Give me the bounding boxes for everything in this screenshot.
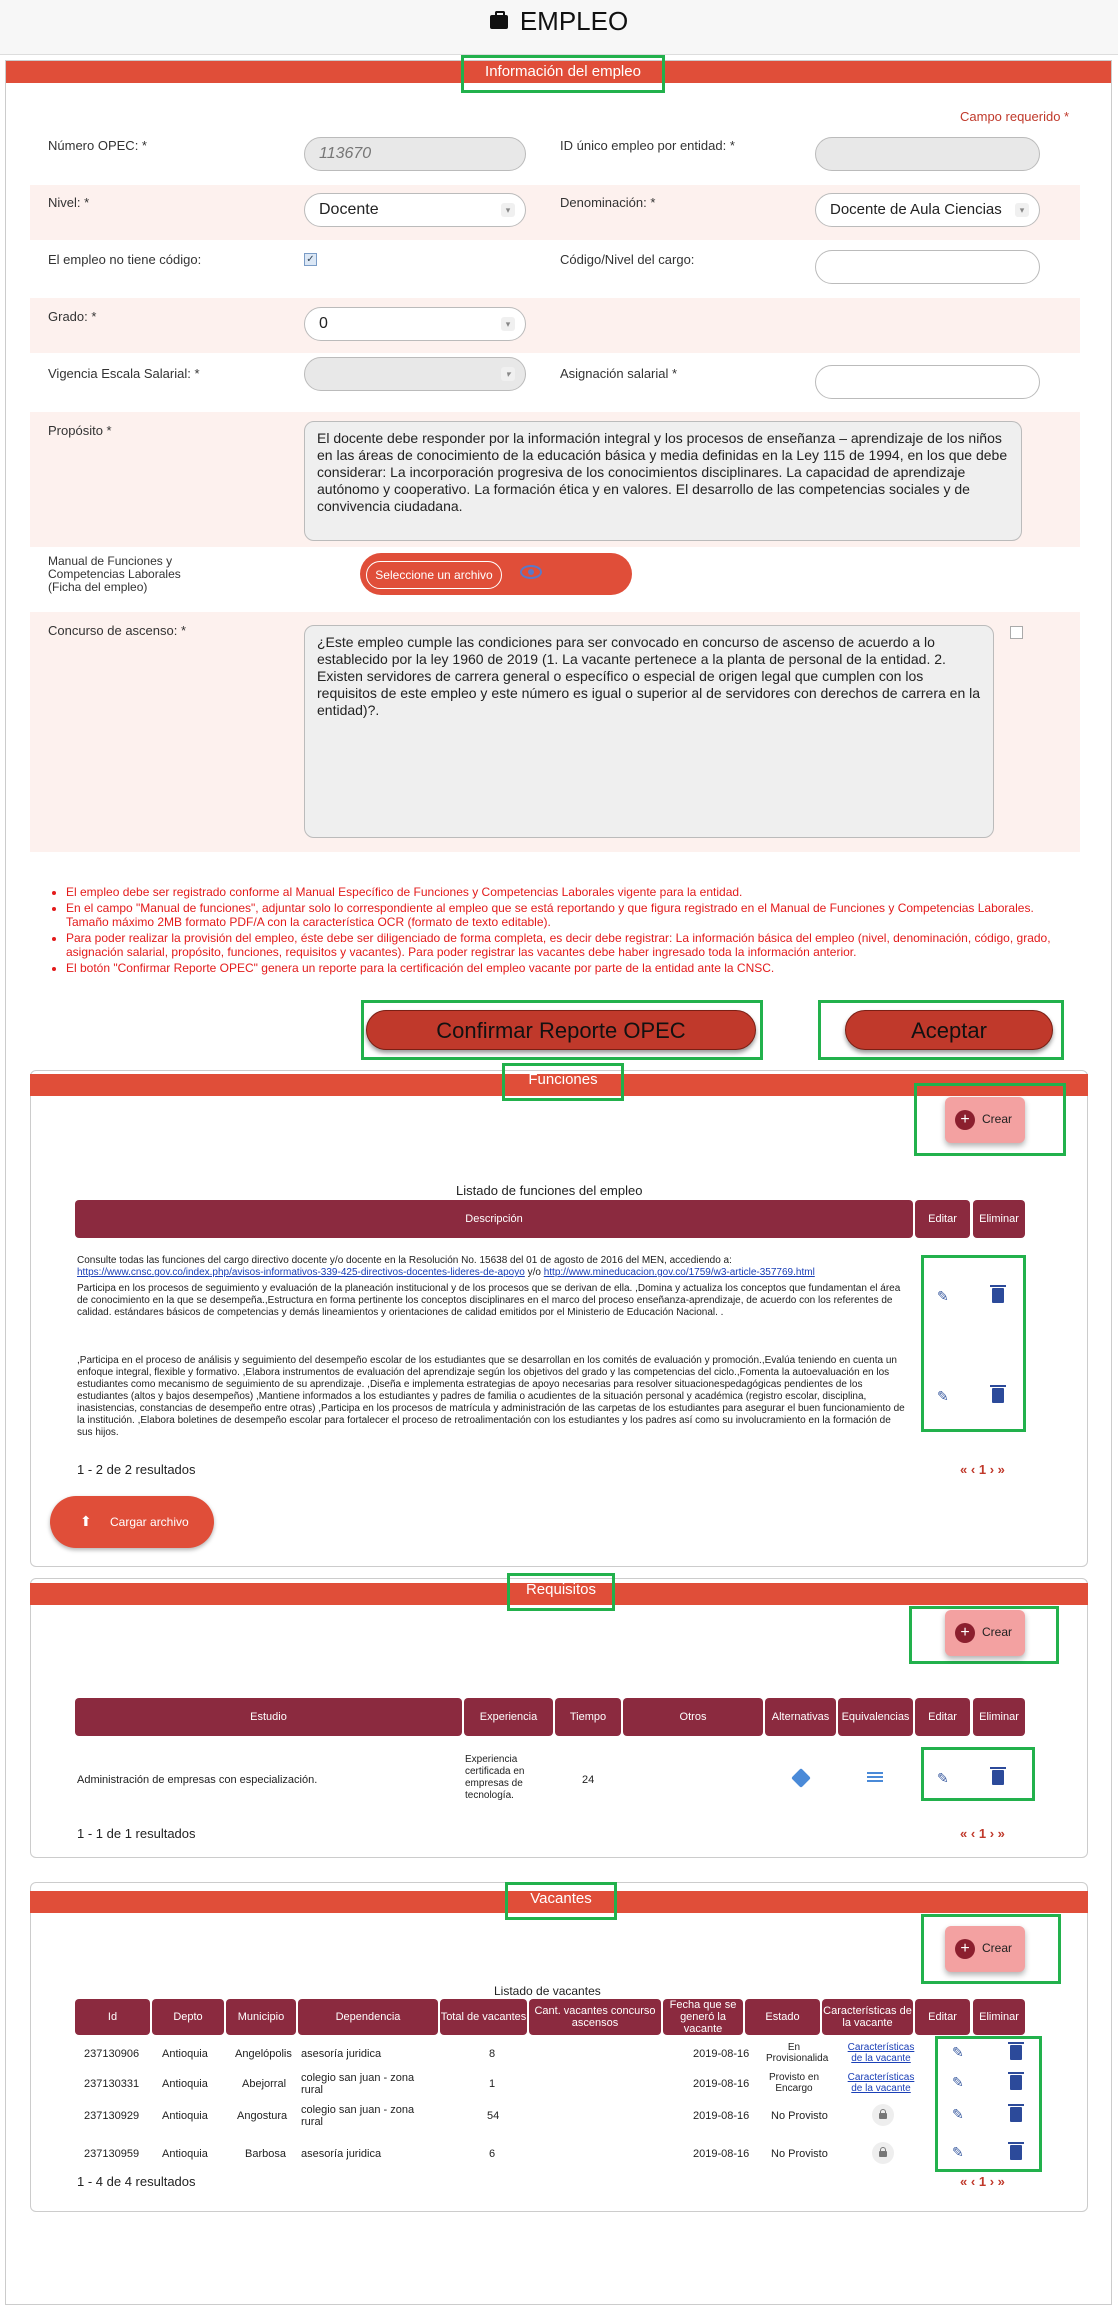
accept-button[interactable]: Aceptar xyxy=(845,1010,1053,1050)
equivalencias-icon[interactable] xyxy=(867,1772,883,1782)
trash-icon[interactable] xyxy=(1010,2045,1022,2060)
vacantes-table-caption: Listado de vacantes xyxy=(494,1984,601,1998)
grado-select[interactable] xyxy=(304,307,526,341)
th-eliminar: Eliminar xyxy=(973,1200,1025,1238)
required-note: Campo requerido * xyxy=(960,109,1070,124)
th-otros: Otros xyxy=(623,1698,763,1736)
vacantes-results: 1 - 4 de 4 resultados xyxy=(77,2174,196,2189)
funcion-intro: Consulte todas las funciones del cargo directivo docente y/o docente en la Resolución No. 15638 del 01 de agosto de 2016 del MEN, accediendo a: xyxy=(77,1255,732,1266)
asignacion-field[interactable] xyxy=(815,365,1040,399)
pager-last[interactable]: » xyxy=(997,1826,1005,1841)
vacante-caracteristicas-link[interactable]: Características de la vacante xyxy=(847,2072,915,2094)
mineducacion-link[interactable]: http://www.mineducacion.gov.co/1759/w3-article-357769.html xyxy=(543,1267,815,1278)
notes-list xyxy=(66,885,1076,977)
funcion-row-2: ,Participa en el proceso de análisis y seguimiento del desempeño escolar de los estudiantes que se desarrollan en los comités de evaluación y promoción.,Evalúa teniendo en cuenta un enfoque integral, flexible y formativo. ,Elabora instrumentos de evaluación del aprendizaje según los objetivos del grado y las competencias del ciclo.,Fomenta la autoevaluación en los estudiantes como mecanismo de seguimiento de su aprendizaje. ,Diseña e implementa estrategias de apoyo necesarias para resolver situacionespedagógicas pendientes de los estudiantes (altos y bajos desempeños) ,Mantiene informados a los estudiantes y padres de familia o acudientes de la situación personal y académica (registro escolar, disciplina, inasistencias, constancias de desempeño entre otras) ,Participa en los procesos de matrícula y administración de las carpetas de los estudiantes para asegurar el buen funcionamiento de la institución. ,Elabora boletines de desempeño escolar para fortalecer el proceso de retroalimentación con los estudiantes y los padres así como su involucramiento en la formación de sus hijos. xyxy=(77,1355,905,1438)
upload-icon: ⬆ xyxy=(80,1513,92,1529)
pager-first[interactable]: « xyxy=(960,1462,968,1477)
page-title xyxy=(490,6,628,37)
edit-icon[interactable]: ✎ xyxy=(952,2074,964,2090)
concurso-label: Concurso de ascenso: * xyxy=(48,623,187,638)
funciones-pager xyxy=(960,1462,1005,1477)
funcion-text: Participa en los procesos de seguimiento y evaluación de la planeación institucional y de los procesos que se derivan de ella. ,Domina y actualiza los conceptos que fundamentan el área de conocimiento en la que se desempeña.,Estructura en forma pertinente los conceptos disciplinares en el marco del proceso enseñanza-aprendizaje, de acuerdo con los referentes de calidad. estándares básicos de competencias y demás lineamientos y orientaciones de calidad emitidos por el Ministerio de Educación Nacional. . xyxy=(77,1283,901,1318)
pager-page[interactable]: 1 xyxy=(978,1462,987,1477)
nivel-select-value: Docente xyxy=(319,201,379,218)
chevron-down-icon: ▾ xyxy=(501,317,515,331)
section-title-info: Información del empleo xyxy=(461,55,665,93)
numero-opec-field: 113670 xyxy=(304,137,526,171)
vacante-id: 237130929 xyxy=(84,2110,140,2122)
id-unico-label: ID único empleo por entidad: * xyxy=(560,138,735,153)
pager-next[interactable]: › xyxy=(989,1826,995,1841)
th-descripcion: Descripción xyxy=(75,1200,913,1238)
th-eliminar: Eliminar xyxy=(973,1698,1025,1736)
vacante-municipio: Barbosa xyxy=(245,2148,286,2160)
upload-file-button[interactable] xyxy=(50,1496,214,1548)
vacante-municipio: Angostura xyxy=(237,2110,288,2122)
chevron-down-icon: ▾ xyxy=(501,203,515,217)
requisitos-pager xyxy=(960,1826,1005,1841)
vacante-estado: No Provisto xyxy=(771,2148,828,2160)
trash-icon[interactable] xyxy=(1010,2107,1022,2122)
vacante-dependencia: colegio san juan - zona rural xyxy=(301,2072,415,2096)
th-municipio: Municipio xyxy=(226,1999,296,2035)
section-title-funciones: Funciones xyxy=(502,1063,624,1101)
pager-last[interactable]: » xyxy=(997,1462,1005,1477)
concurso-checkbox[interactable] xyxy=(1010,626,1023,639)
crear-label: Crear xyxy=(982,1941,1013,1955)
th-alternativas: Alternativas xyxy=(765,1698,836,1736)
crear-requisito-button[interactable] xyxy=(945,1610,1025,1656)
vacante-fecha: 2019-08-16 xyxy=(693,2148,750,2160)
funcion-row-1 xyxy=(77,1255,907,1319)
proposito-label: Propósito * xyxy=(48,423,112,438)
denominacion-select[interactable] xyxy=(815,193,1040,227)
pager-last[interactable]: » xyxy=(997,2174,1005,2189)
grado-select-value: 0 xyxy=(319,315,328,332)
crear-vacante-button[interactable] xyxy=(945,1926,1025,1972)
th-eliminar: Eliminar xyxy=(973,1999,1025,2035)
trash-icon[interactable] xyxy=(1010,2075,1022,2090)
th-dependencia: Dependencia xyxy=(298,1999,438,2035)
trash-icon[interactable] xyxy=(992,1770,1004,1785)
lock-icon xyxy=(872,2142,894,2164)
trash-icon[interactable] xyxy=(1010,2145,1022,2160)
edit-icon[interactable]: ✎ xyxy=(952,2106,964,2122)
vacante-total: 54 xyxy=(487,2110,500,2122)
pager-prev[interactable]: ‹ xyxy=(970,1462,976,1477)
vacante-municipio: Angelópolis xyxy=(235,2048,292,2060)
page-header xyxy=(0,0,1118,55)
note-item: • Para poder realizar la provisión del empleo, éste debe ser diligenciado de forma completa, es decir debe registrar: La información básica del empleo (nivel, denominación, código, grado, asignación salarial, propósito, funciones, requisitos y vacantes). Para poder registrar las vacantes debe haber ingresado toda la información anterior. xyxy=(66,931,1076,959)
crear-label: Crear xyxy=(982,1112,1013,1126)
concurso-textarea[interactable]: ¿Este empleo cumple las condiciones para ser convocado en concurso de ascenso de acuerdo a lo establecido por la ley 1960 de 2019 (1. La vacante pertenece a la planta de personal de la entidad. 2. Existen servidores de carrera general o específico o especial de origen legal que cumplen con los requisitos de este empleo y este número es igual o superior al de servidores con derechos de carrera en la entidad)?. xyxy=(304,625,994,838)
vacante-id: 237130906 xyxy=(84,2048,140,2060)
vacante-depto: Antioquia xyxy=(162,2148,208,2160)
vacante-fecha: 2019-08-16 xyxy=(693,2078,750,2090)
th-tiempo: Tiempo xyxy=(555,1698,621,1736)
requisito-estudio: Administración de empresas con especialización. xyxy=(77,1774,318,1786)
th-total: Total de vacantes xyxy=(440,1999,527,2035)
page-title-text: EMPLEO xyxy=(519,6,629,36)
plus-icon: + xyxy=(955,1110,975,1130)
briefcase-icon xyxy=(490,15,508,29)
nivel-select[interactable] xyxy=(304,193,526,227)
crear-funcion-button[interactable] xyxy=(945,1097,1025,1143)
manual-label: Manual de Funciones y Competencias Laborales (Ficha del empleo) xyxy=(48,554,181,594)
trash-icon[interactable] xyxy=(992,1288,1004,1303)
th-equivalencias: Equivalencias xyxy=(838,1698,913,1736)
pager-prev[interactable]: ‹ xyxy=(970,2174,976,2189)
eye-icon[interactable] xyxy=(520,565,542,579)
vacante-estado: En Provisionalida xyxy=(766,2042,829,2064)
vacante-depto: Antioquia xyxy=(162,2078,208,2090)
id-unico-field xyxy=(815,137,1040,171)
vacante-fecha: 2019-08-16 xyxy=(693,2048,750,2060)
lock-icon xyxy=(872,2104,894,2126)
funcion-links xyxy=(77,1267,907,1279)
vacante-id: 237130331 xyxy=(84,2078,140,2090)
plus-icon: + xyxy=(955,1623,975,1643)
highlight-funciones-actions xyxy=(921,1255,1026,1432)
codigo-label: Código/Nivel del cargo: xyxy=(560,252,695,267)
vigencia-label: Vigencia Escala Salarial: * xyxy=(48,366,200,381)
vacantes-pager xyxy=(960,2174,1005,2189)
codigo-field[interactable] xyxy=(815,250,1040,284)
upload-label: Cargar archivo xyxy=(110,1515,189,1529)
vacante-total: 6 xyxy=(489,2148,496,2160)
cnsc-link[interactable]: https://www.cnsc.gov.co/index.php/avisos-informativos-339-425-directivos-docentes-lideres-de-apoyo xyxy=(77,1267,525,1278)
th-cant: Cant. vacantes concurso ascensos xyxy=(529,1999,661,2035)
section-title-vacantes: Vacantes xyxy=(505,1882,617,1920)
requisito-tiempo: 24 xyxy=(582,1774,595,1786)
th-id: Id xyxy=(75,1999,150,2035)
numero-opec-label: Número OPEC: * xyxy=(48,138,147,153)
th-estudio: Estudio xyxy=(75,1698,462,1736)
vacante-dependencia: asesoría juridica xyxy=(301,2148,382,2160)
pager-first[interactable]: « xyxy=(960,2174,968,2189)
th-fecha: Fecha que se generó la vacante xyxy=(663,1999,743,2035)
edit-icon[interactable]: ✎ xyxy=(937,1388,949,1404)
asignacion-label: Asignación salarial * xyxy=(560,366,678,381)
sin-codigo-label: El empleo no tiene código: xyxy=(48,252,202,267)
edit-icon[interactable]: ✎ xyxy=(952,2144,964,2160)
edit-icon[interactable]: ✎ xyxy=(937,1288,949,1304)
confirm-opec-button[interactable]: Confirmar Reporte OPEC xyxy=(366,1010,756,1050)
plus-icon: + xyxy=(955,1939,975,1959)
vacante-dependencia: asesoría juridica xyxy=(301,2048,382,2060)
pager-first[interactable]: « xyxy=(960,1826,968,1841)
denominacion-select-value: Docente de Aula Ciencias xyxy=(830,201,1002,218)
vacante-dependencia: colegio san juan - zona rural xyxy=(301,2104,415,2128)
vacante-total: 8 xyxy=(489,2048,496,2060)
th-caracteristicas: Características de la vacante xyxy=(822,1999,913,2035)
th-depto: Depto xyxy=(152,1999,224,2035)
crear-label: Crear xyxy=(982,1625,1013,1639)
note-item: • En el campo "Manual de funciones", adjuntar solo lo correspondiente al empleo que se está reportando y que figura registrado en el Manual de Funciones y Competencias Laborales. Tamaño máximo 2MB formato PDF/A con la característica OCR (formato de texto editable). xyxy=(66,901,1076,929)
select-file-button[interactable]: Seleccione un archivo xyxy=(366,561,502,589)
th-editar: Editar xyxy=(915,1999,970,2035)
section-title-requisitos: Requisitos xyxy=(507,1573,615,1611)
th-estado: Estado xyxy=(745,1999,820,2035)
pager-prev[interactable]: ‹ xyxy=(970,1826,976,1841)
proposito-textarea[interactable]: El docente debe responder por la información integral y los procesos de enseñanza – aprendizaje de los niños en las áreas de conocimiento de la educación básica y media definidas en la Ley 115 de 1994, en los que debe considerar: La incorporación progresiva de los conocimientos disciplinares. La capacidad de aprendizaje autónomo y cooperativo. La formación ética y en valores. El desarrollo de las competencias sociales y de convivencia ciudadana. xyxy=(304,421,1022,541)
th-editar: Editar xyxy=(915,1698,970,1736)
vigencia-select xyxy=(304,357,526,391)
edit-icon[interactable]: ✎ xyxy=(952,2044,964,2060)
vacante-municipio: Abejorral xyxy=(242,2078,287,2090)
vacante-id: 237130959 xyxy=(84,2148,140,2160)
row-grado-bg xyxy=(30,298,1080,353)
pager-page[interactable]: 1 xyxy=(978,2174,987,2189)
requisitos-results: 1 - 1 de 1 resultados xyxy=(77,1826,196,1841)
chevron-down-icon: ▾ xyxy=(501,367,515,381)
pager-next[interactable]: › xyxy=(989,1462,995,1477)
vacante-estado: No Provisto xyxy=(771,2110,828,2122)
funciones-table-caption: Listado de funciones del empleo xyxy=(456,1183,643,1198)
nivel-label: Nivel: * xyxy=(48,195,90,210)
edit-icon[interactable]: ✎ xyxy=(937,1770,949,1786)
note-item: • El botón "Confirmar Reporte OPEC" genera un reporte para la certificación del empleo vacante por parte de la entidad ante la CNSC. xyxy=(66,961,1076,975)
vacante-fecha: 2019-08-16 xyxy=(693,2110,750,2122)
vacante-total: 1 xyxy=(489,2078,496,2090)
pager-page[interactable]: 1 xyxy=(978,1826,987,1841)
pager-next[interactable]: › xyxy=(989,2174,995,2189)
funciones-results: 1 - 2 de 2 resultados xyxy=(77,1462,196,1477)
th-editar: Editar xyxy=(915,1200,970,1238)
vacante-estado: Provisto en Encargo xyxy=(768,2072,820,2094)
chevron-down-icon: ▾ xyxy=(1015,203,1029,217)
grado-label: Grado: * xyxy=(48,309,97,324)
sin-codigo-checkbox[interactable]: ✓ xyxy=(304,253,317,266)
vacante-depto: Antioquia xyxy=(162,2048,208,2060)
trash-icon[interactable] xyxy=(992,1388,1004,1403)
requisito-experiencia: Experiencia certificada en empresas de tecnología. xyxy=(465,1754,525,1801)
note-item: • El empleo debe ser registrado conforme al Manual Específico de Funciones y Competencias Laborales vigente para la entidad. xyxy=(66,885,1076,899)
th-experiencia: Experiencia xyxy=(464,1698,553,1736)
vacante-caracteristicas-link[interactable]: Características de la vacante xyxy=(847,2042,915,2064)
denominacion-label: Denominación: * xyxy=(560,195,656,210)
link-separator: y/o xyxy=(524,1267,544,1278)
vacante-depto: Antioquia xyxy=(162,2110,208,2122)
